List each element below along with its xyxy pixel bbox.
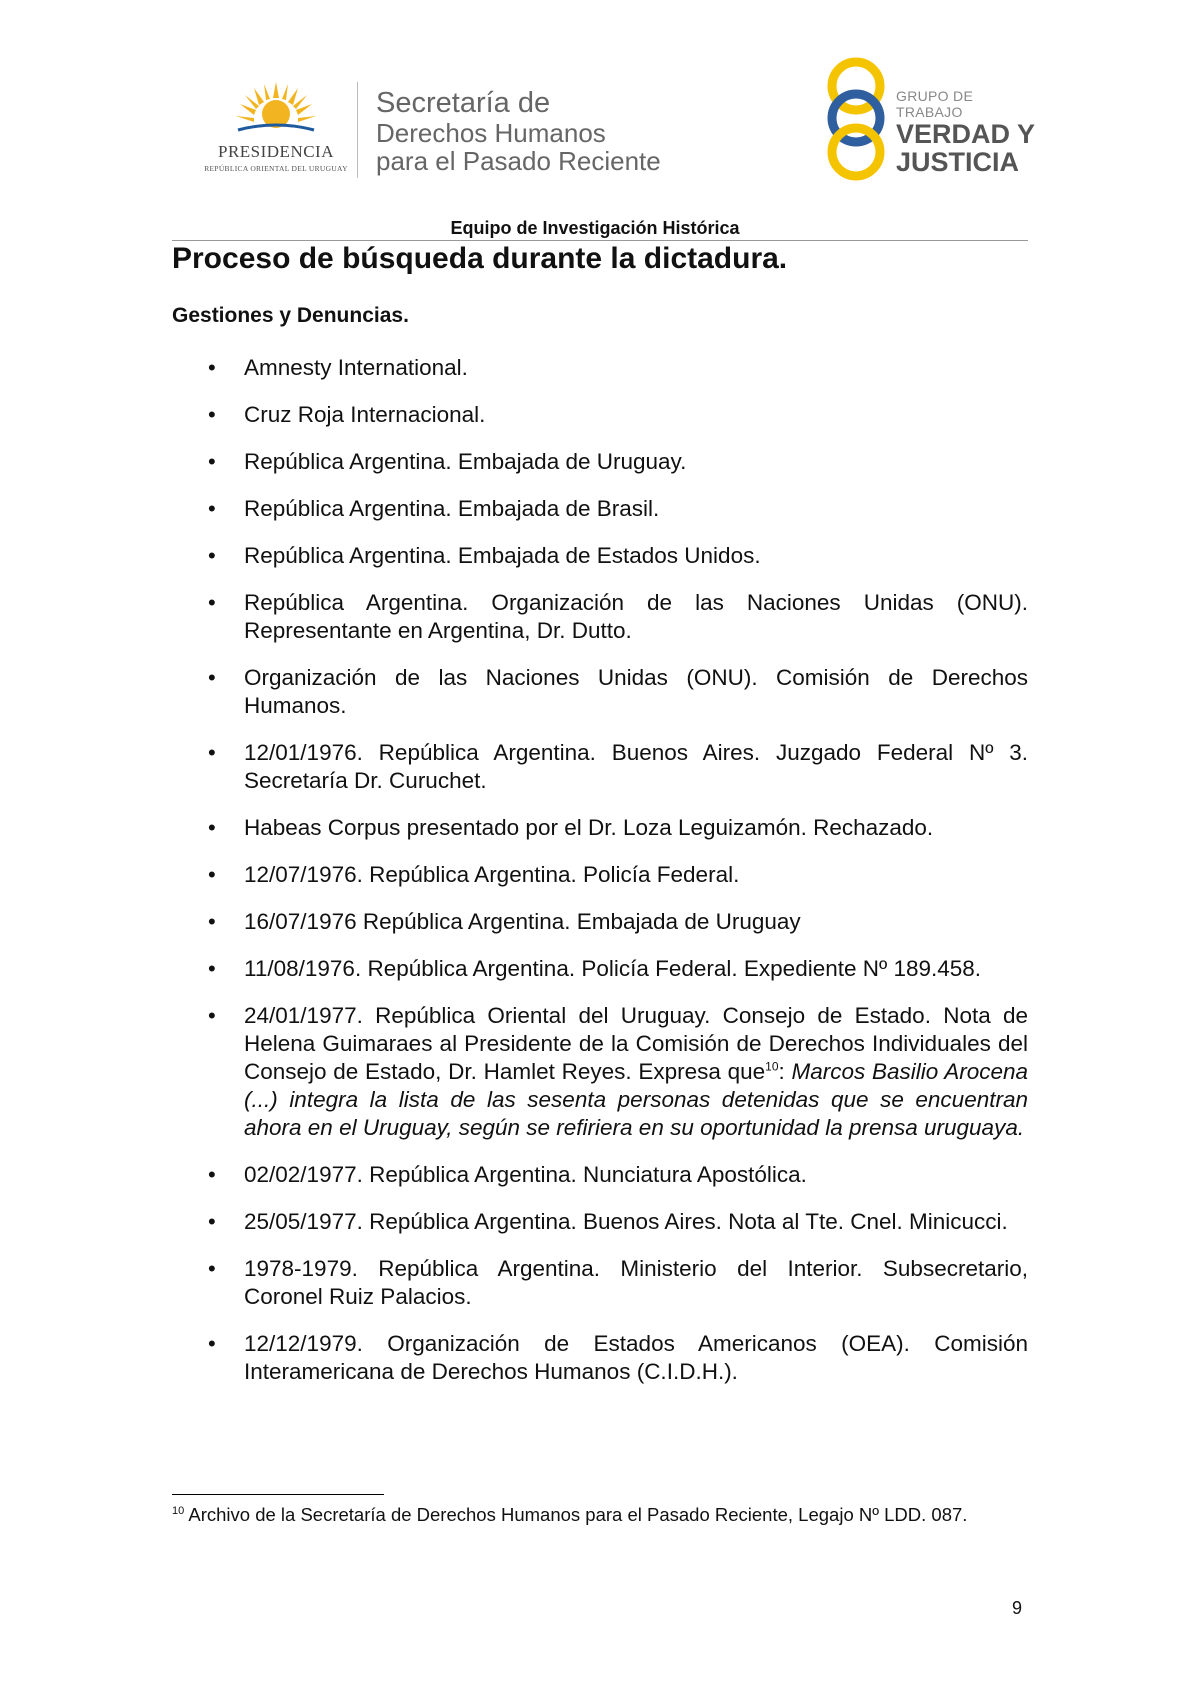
sun-icon — [236, 80, 316, 140]
bullet-list — [172, 354, 1028, 1405]
header-divider — [357, 82, 358, 178]
secretaria-line-3: para el Pasado Reciente — [376, 146, 661, 176]
list-item: • 12/12/1979. Organización de Estados Americanos (OEA). Comisión Interamericana de Derechos Humanos (C.I.D.H.). — [172, 1330, 1028, 1386]
footnote-text: Archivo de la Secretaría de Derechos Humanos para el Pasado Reciente, Legajo Nº LDD. 087. — [184, 1504, 968, 1525]
list-item: • Organización de las Naciones Unidas (ONU). Comisión de Derechos Humanos. — [172, 664, 1028, 720]
footnote — [172, 1502, 1028, 1528]
presidencia-logo — [196, 80, 356, 180]
secretaria-line-1: Secretaría de — [376, 87, 551, 119]
list-item: • 25/05/1977. República Argentina. Buenos Aires. Nota al Tte. Cnel. Minicucci. — [172, 1208, 1028, 1236]
list-item: • República Argentina. Organización de las Naciones Unidas (ONU). Representante en Argentina, Dr. Dutto. — [172, 589, 1028, 645]
secretaria-logo-text — [376, 88, 661, 175]
item-colon: : — [778, 1059, 785, 1084]
list-item: • Habeas Corpus presentado por el Dr. Loza Leguizamón. Rechazado. — [172, 814, 1028, 842]
footnote-number: 10 — [172, 1504, 185, 1517]
gtvj-line-2: VERDAD Y — [896, 119, 1036, 149]
page-number: 9 — [1012, 1598, 1023, 1618]
list-item-with-quote — [172, 1002, 1028, 1142]
header-rule — [172, 240, 1028, 241]
list-item: • 16/07/1976 República Argentina. Embajada de Uruguay — [172, 908, 1028, 936]
page-title: Proceso de búsqueda durante la dictadura. — [172, 242, 788, 275]
gtvj-line-3: JUSTICIA — [896, 147, 1020, 177]
list-item: • República Argentina. Embajada de Estados Unidos. — [172, 542, 1028, 570]
list-item: • Amnesty International. — [172, 354, 1028, 382]
gtvj-line-1: GRUPO DE TRABAJO — [896, 88, 974, 120]
list-item: • 11/08/1976. República Argentina. Policía Federal. Expediente Nº 189.458. — [172, 955, 1028, 983]
list-item: • Cruz Roja Internacional. — [172, 401, 1028, 429]
gtvj-text — [896, 88, 1040, 176]
list-item: • 1978-1979. República Argentina. Ministerio del Interior. Subsecretario, Coronel Ruiz Palacios. — [172, 1255, 1028, 1311]
gtvj-logo — [820, 56, 1040, 186]
presidencia-subtitle: REPÚBLICA ORIENTAL DEL URUGUAY — [204, 164, 348, 173]
team-heading: Equipo de Investigación Histórica — [450, 218, 740, 238]
section-subtitle: Gestiones y Denuncias. — [172, 304, 409, 327]
list-item: • 12/01/1976. República Argentina. Buenos Aires. Juzgado Federal Nº 3. Secretaría Dr. Curuchet. — [172, 739, 1028, 795]
item-quote: Marcos Basilio Arocena (...) integra la lista de las sesenta personas detenidas que se encuentran ahora en el Uruguay, según se refiriera en su oportunidad la prensa uruguaya. — [244, 1059, 1028, 1140]
list-item: • 12/07/1976. República Argentina. Policía Federal. — [172, 861, 1028, 889]
secretaria-line-2: Derechos Humanos — [376, 118, 606, 148]
list-item: • República Argentina. Embajada de Brasil. — [172, 495, 1028, 523]
list-item: • República Argentina. Embajada de Uruguay. — [172, 448, 1028, 476]
list-item: • 02/02/1977. República Argentina. Nunciatura Apostólica. — [172, 1161, 1028, 1189]
rings-icon — [820, 56, 896, 186]
presidencia-name: PRESIDENCIA — [217, 142, 334, 161]
item-text: 24/01/1977. República Oriental del Uruguay. Consejo de Estado. Nota de Helena Guimaraes al Presidente de la Comisión de Derechos Individuales del Consejo de Estado, Dr. Hamlet Reyes. Expresa que — [244, 1003, 1028, 1084]
footnote-ref[interactable]: 10 — [765, 1059, 779, 1074]
footnote-rule — [172, 1494, 384, 1495]
